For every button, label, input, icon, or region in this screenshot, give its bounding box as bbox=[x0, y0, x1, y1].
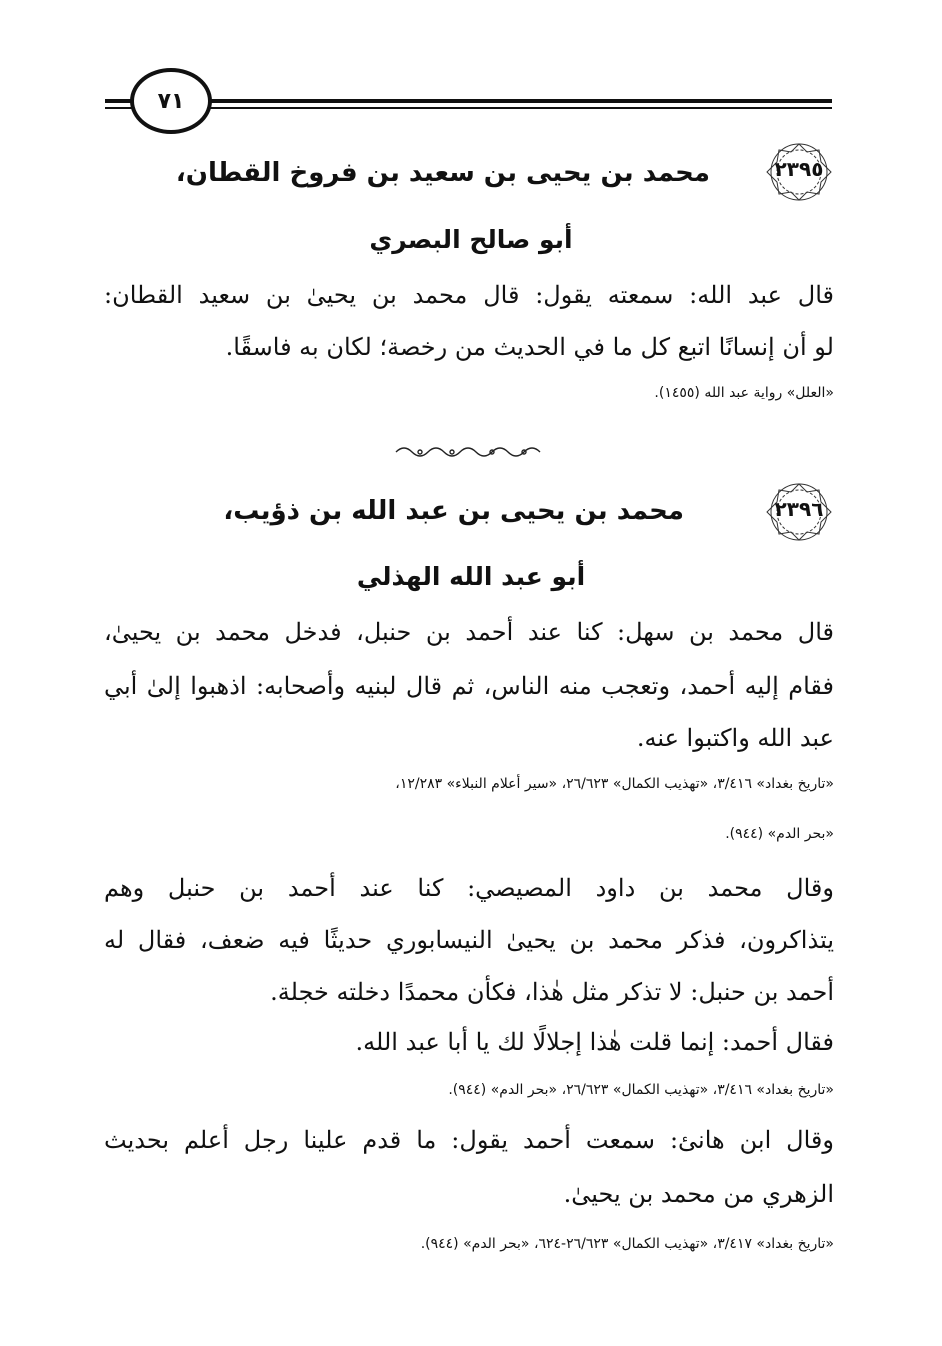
text-line: فقام إليه أحمد، وتعجب منه الناس، ثم قال لبنيه وأصحابه: اذهبوا إلىٰ أبي bbox=[104, 672, 834, 700]
text-line: أحمد بن حنبل: لا تذكر مثل هٰذا، فكأن محمدًا دخلته خجلة. bbox=[270, 978, 834, 1006]
entry-number-badge bbox=[762, 140, 836, 204]
text-line: لو أن إنسانًا اتبع كل ما في الحديث من رخصة؛ لكان به فاسقًا. bbox=[225, 333, 834, 361]
reference-note: «تاريخ بغداد» ٣/٤١٧، «تهذيب الكمال» ٢٦/٦٢٣-٦٢٤، «بحر الدم» (٩٤٤). bbox=[420, 1236, 834, 1252]
text-line: يتذاكرون، فذكر محمد بن يحيىٰ النيسابوري حديثًا فيه ضعف، فقال له bbox=[104, 926, 834, 954]
entry-title: محمد بن يحيى بن سعيد بن فروخ القطان، bbox=[175, 158, 710, 188]
page-number-text: ٧١ bbox=[157, 88, 185, 114]
entry-title: محمد بن يحيى بن عبد الله بن ذؤيب، bbox=[223, 496, 684, 526]
entry-number: ٢٣٩٦ bbox=[774, 497, 824, 521]
text-line: وقال محمد بن داود المصيصي: كنا عند أحمد بن حنبل وهم bbox=[104, 874, 834, 902]
text-line: الزهري من محمد بن يحيىٰ. bbox=[563, 1180, 834, 1208]
entry-number: ٢٣٩٥ bbox=[774, 157, 824, 181]
ornament-divider-icon bbox=[392, 442, 552, 462]
entry-subtitle: أبو صالح البصري bbox=[369, 225, 573, 254]
text-line: فقال أحمد: إنما قلت هٰذا إجلالًا لك يا أبا عبد الله. bbox=[355, 1028, 834, 1056]
entry-subtitle: أبو عبد الله الهذلي bbox=[356, 562, 586, 591]
reference-note: «تاريخ بغداد» ٣/٤١٦، «تهذيب الكمال» ٢٦/٦٢٣، «سير أعلام النبلاء» ١٢/٢٨٣، bbox=[395, 776, 834, 792]
text-line: عبد الله واكتبوا عنه. bbox=[636, 724, 834, 752]
page-number bbox=[130, 68, 212, 134]
reference-note: «العلل» رواية عبد الله (١٤٥٥). bbox=[654, 385, 834, 401]
text-line: قال عبد الله: سمعته يقول: قال محمد بن يحيىٰ بن سعيد القطان: bbox=[104, 281, 834, 309]
text-line: وقال ابن هانئ: سمعت أحمد يقول: ما قدم علينا رجل أعلم بحديث bbox=[104, 1126, 834, 1154]
reference-note: «بحر الدم» (٩٤٤). bbox=[725, 826, 834, 842]
header-rule-thick bbox=[105, 99, 832, 103]
text-line: قال محمد بن سهل: كنا عند أحمد بن حنبل، فدخل محمد بن يحيىٰ، bbox=[104, 618, 834, 646]
entry-number-badge bbox=[762, 480, 836, 544]
reference-note: «تاريخ بغداد» ٣/٤١٦، «تهذيب الكمال» ٢٦/٦٢٣، «بحر الدم» (٩٤٤). bbox=[448, 1082, 834, 1098]
header-rule-thin bbox=[105, 107, 832, 109]
